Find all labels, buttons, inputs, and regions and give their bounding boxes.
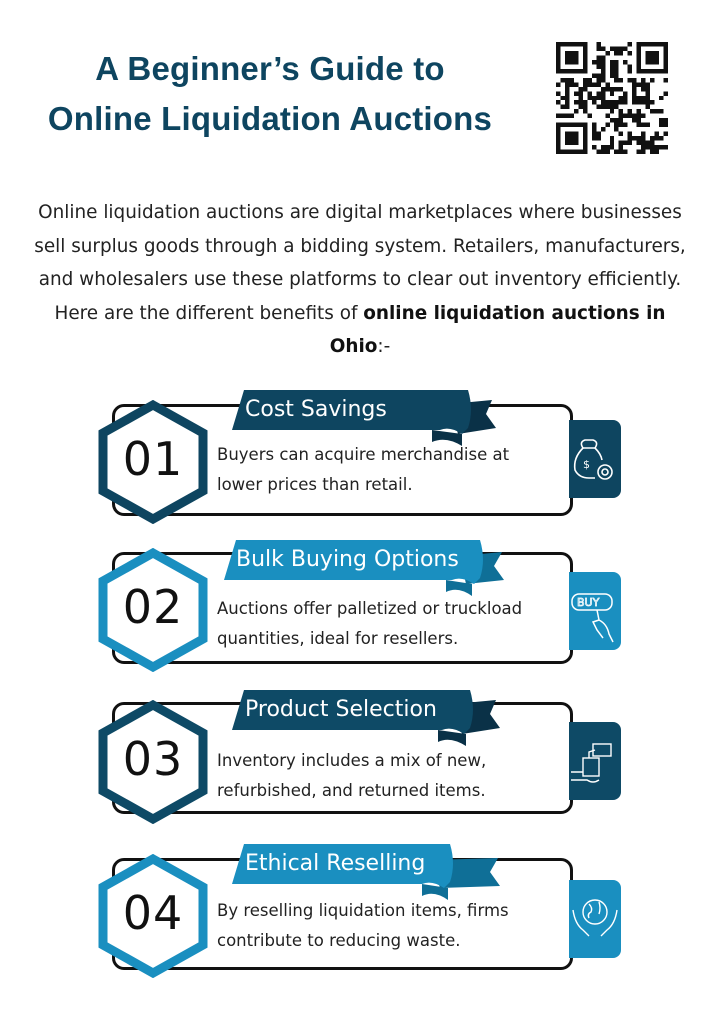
title-line-1: A Beginner’s Guide to [95,50,445,87]
benefit-description: Buyers can acquire merchandise at lower prices than retail. [217,445,510,494]
benefit-card-product-selection [0,698,720,822]
qr-code[interactable] [556,42,668,154]
benefit-number: 01 [122,432,184,486]
benefit-number: 04 [122,886,184,940]
package-delivery-hand-icon [569,722,621,800]
benefit-card-cost-savings [0,398,720,522]
benefit-heading: Ethical Reselling [245,851,426,876]
benefit-card-bulk-buying [0,548,720,672]
intro-bold-keyword[interactable]: online liquidation auctions in Ohio [329,302,666,357]
page-title [0,44,540,144]
intro-text-end: :- [377,336,391,357]
intro-text: Online liquidation auctions are digital marketplaces where businesses sell surplus goods through a bidding system. Retailers, manufacturers, and wholesalers use these platforms to clear out inventory efficiently. Here are the different benefits of [34,202,686,324]
benefit-heading: Cost Savings [245,397,387,422]
money-bag-gear-icon [569,420,621,498]
title-line-2: Online Liquidation Auctions [47,100,493,137]
globe-in-hands-icon [569,880,621,958]
benefit-description: Auctions offer palletized or truckload quantities, ideal for resellers. [217,599,523,648]
svg-text:BUY: BUY [577,596,600,609]
benefit-description: By reselling liquidation items, firms contribute to reducing waste. [217,901,509,950]
benefit-card-ethical-reselling [0,852,720,976]
intro-paragraph [30,196,690,364]
benefit-number: 03 [122,732,184,786]
buy-button-hand-icon [569,572,621,650]
benefit-heading: Product Selection [245,697,437,722]
svg-text:$: $ [583,458,590,471]
benefit-description: Inventory includes a mix of new, refurbished, and returned items. [217,751,487,800]
benefit-heading: Bulk Buying Options [236,547,459,572]
benefit-number: 02 [122,580,184,634]
